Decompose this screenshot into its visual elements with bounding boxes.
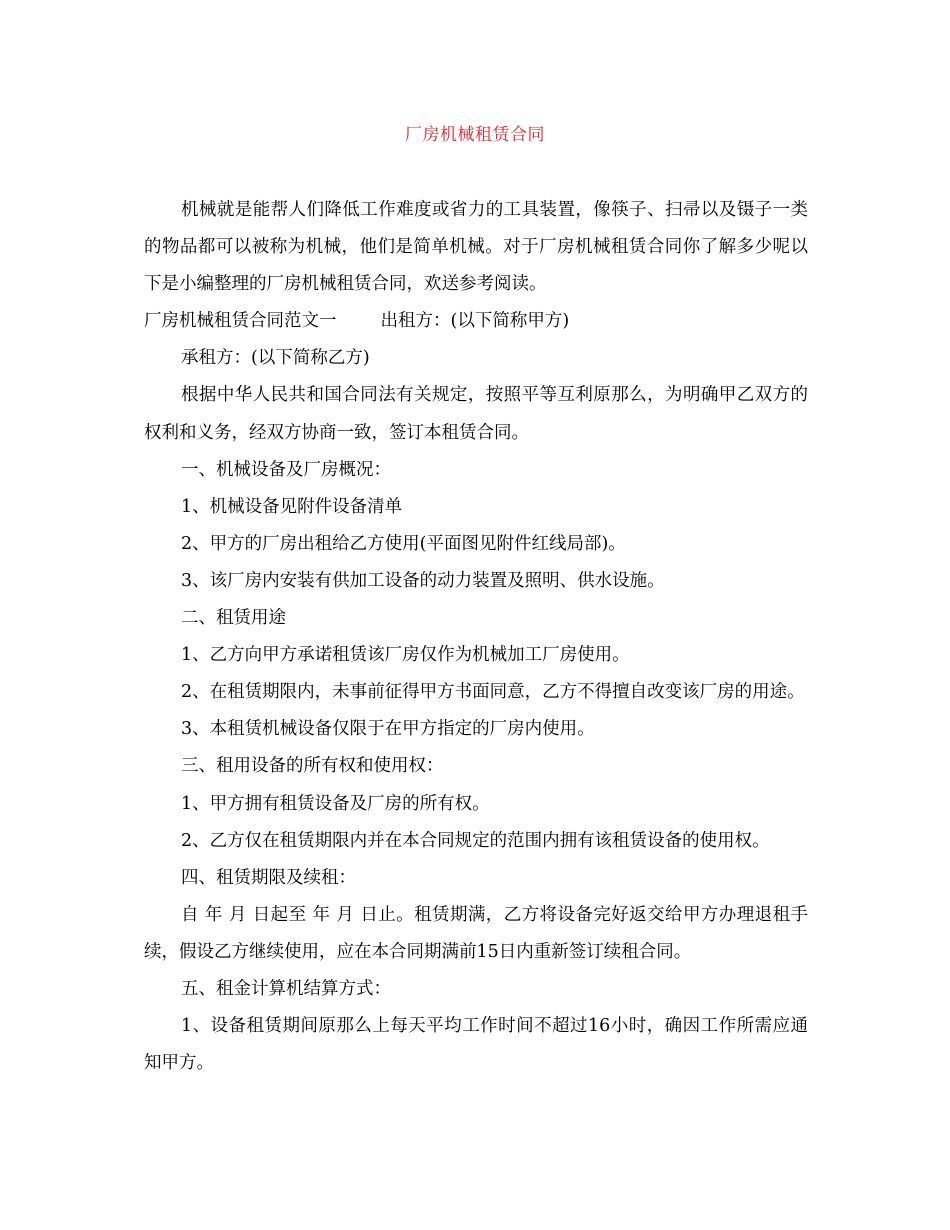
clause-paragraph: 1、甲方拥有租赁设备及厂房的所有权。	[181, 793, 490, 814]
clause-paragraph: 3、该厂房内安装有供加工设备的动力装置及照明、供水设施。	[181, 570, 665, 591]
document-body	[144, 192, 808, 1082]
clause-paragraph: 3、本租赁机械设备仅限于在甲方指定的厂房内使用。	[181, 719, 595, 740]
lessee-line: 承租方：(以下简称乙方)	[181, 348, 370, 369]
clause-paragraph: 2、甲方的厂房出租给乙方使用(平面图见附件红线局部)。	[181, 533, 626, 554]
clause-paragraph: 2、乙方仅在租赁期限内并在本合同规定的范围内拥有该租赁设备的使用权。	[181, 830, 770, 851]
clause-paragraph: 自 年 月 日起至 年 月 日止。租赁期满，乙方将设备完好返交给甲方办理退租手续，假设乙方继续使用，应在本合同期满前15日内重新签订续租合同。	[144, 904, 808, 962]
sample-heading: 厂房机械租赁合同范文一	[144, 311, 337, 332]
section-heading: 五、租金计算机结算方式：	[181, 978, 391, 999]
lessor-line: 出租方：(以下简称甲方)	[380, 311, 570, 332]
document-title: 厂房机械租赁合同	[405, 125, 545, 145]
section-heading: 二、租赁用途	[181, 608, 286, 629]
intro-paragraph: 机械就是能帮人们降低工作难度或省力的工具装置，像筷子、扫帚以及镊子一类的物品都可以被称为机械，他们是简单机械。对于厂房机械租赁合同你了解多少呢以下是小编整理的厂房机械租赁合同，欢送参考阅读。	[144, 200, 808, 295]
clause-paragraph: 2、在租赁期限内，未事前征得甲方书面同意，乙方不得擅自改变该厂房的用途。	[181, 682, 805, 703]
sample-heading-line	[144, 303, 808, 340]
clause-paragraph: 1、乙方向甲方承诺租赁该厂房仅作为机械加工厂房使用。	[181, 645, 630, 666]
clause-paragraph: 1、机械设备见附件设备清单	[181, 496, 403, 517]
section-heading: 四、租赁期限及续租：	[181, 867, 356, 888]
section-heading: 三、租用设备的所有权和使用权：	[181, 756, 444, 777]
preamble-paragraph: 根据中华人民共和国合同法有关规定，按照平等互利原那么，为明确甲乙双方的权利和义务，经双方协商一致，签订本租赁合同。	[144, 385, 808, 443]
section-heading: 一、机械设备及厂房概况：	[181, 459, 391, 480]
clause-paragraph: 1、设备租赁期间原那么上每天平均工作时间不超过16小时，确因工作所需应通知甲方。	[144, 1016, 808, 1074]
